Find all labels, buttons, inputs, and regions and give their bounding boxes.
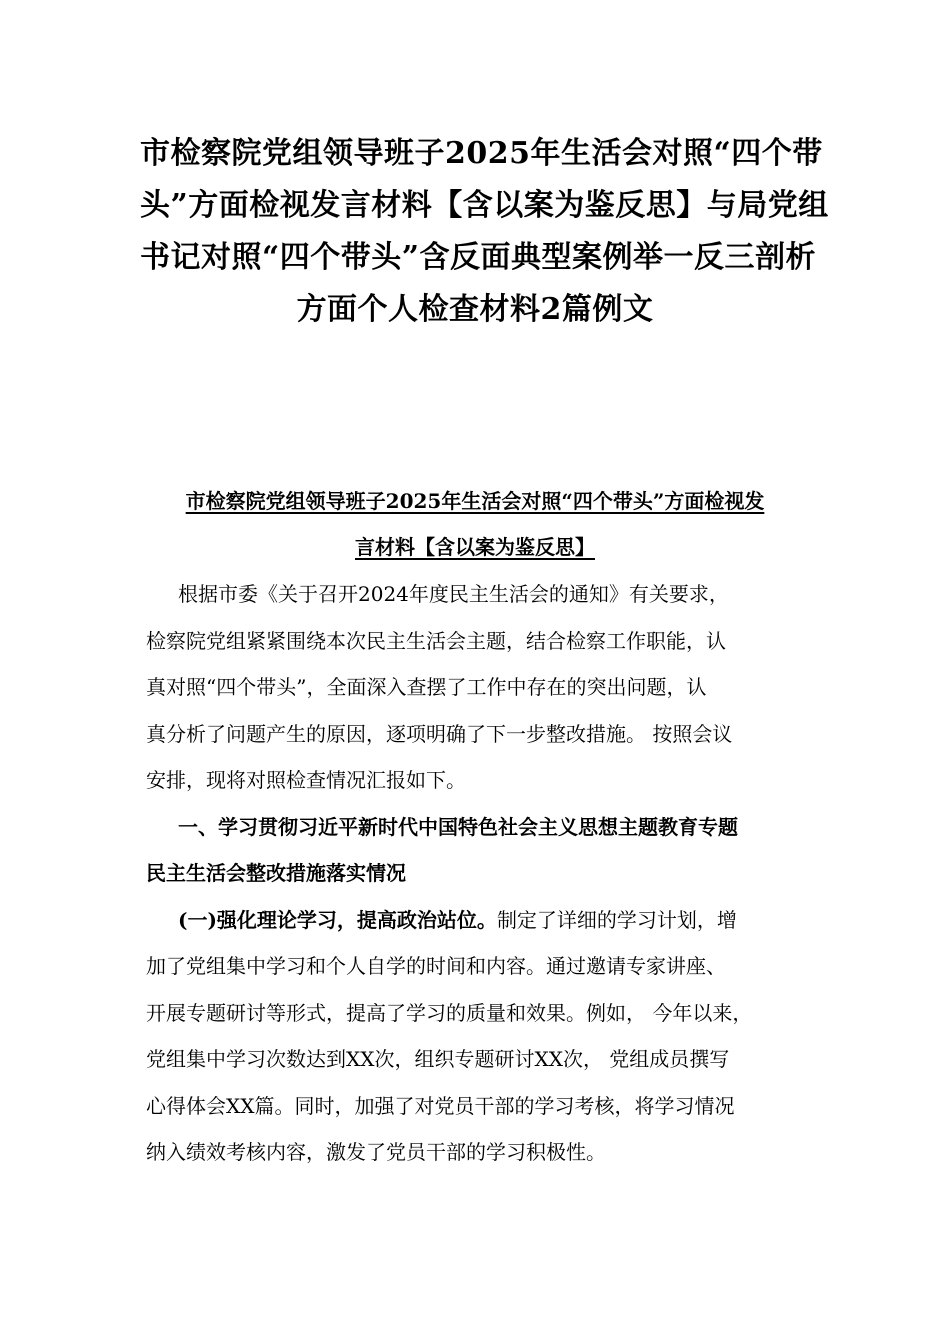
text-line: 检察院党组紧紧围绕本次民主生活会主题，结合检察工作职能，认: [146, 628, 726, 653]
title-line: 头”方面检视发言材料【含以案为鉴反思】与局党组: [140, 188, 829, 223]
text-line: 加了党组集中学习和个人自学的时间和内容。通过邀请专家讲座、: [146, 954, 726, 978]
title-line: 方面个人检查材料2篇例文: [296, 292, 654, 327]
document-body: [146, 571, 808, 1176]
title-line: 市检察院党组领导班子2025年生活会对照“四个带: [140, 136, 823, 171]
text-line: 安排，现将对照检查情况汇报如下。: [146, 768, 466, 792]
text-line: 纳入绩效考核内容，激发了党员干部的学习积极性。: [146, 1140, 606, 1164]
section-title-text: 市检察院党组领导班子2025年生活会对照“四个带头”方面检视发: [185, 489, 765, 513]
section-title-line: [140, 524, 810, 570]
text-line: 开展专题研讨等形式，提高了学习的质量和效果。例如， 今年以来，: [146, 1000, 753, 1025]
paragraph-lead: (一)强化理论学习，提高政治站位。: [178, 907, 497, 932]
document-title: [140, 128, 829, 336]
text-line: [146, 897, 808, 944]
text-line: 真分析了问题产生的原因，逐项明确了下一步整改措施。 按照会议: [146, 721, 733, 746]
title-line: 书记对照“四个带头”含反面典型案例举一反三剖析: [140, 240, 817, 275]
heading-1: [146, 804, 808, 897]
heading-line: 一、学习贯彻习近平新时代中国特色社会主义思想主题教育专题: [178, 814, 738, 839]
text-line: 心得体会XX篇。同时，加强了对党员干部的学习考核，将学习情况: [146, 1093, 735, 1118]
section-title-line: [140, 478, 810, 524]
text-line: 党组集中学习次数达到XX次，组织专题研讨XX次， 党组成员撰写: [146, 1047, 730, 1071]
intro-paragraph: [146, 571, 808, 804]
section-title: [140, 478, 810, 570]
text-line: 根据市委《关于召开2024年度民主生活会的通知》有关要求，: [178, 582, 729, 606]
paragraph-1: [146, 897, 808, 1176]
text-line: 真对照“四个带头”，全面深入查摆了工作中存在的突出问题，认: [146, 675, 707, 699]
section-title-text: 言材料【含以案为鉴反思】: [355, 535, 595, 559]
heading-line: 民主生活会整改措施落实情况: [146, 861, 406, 885]
paragraph-lead-rest: 制定了详细的学习计划，增: [496, 907, 737, 932]
